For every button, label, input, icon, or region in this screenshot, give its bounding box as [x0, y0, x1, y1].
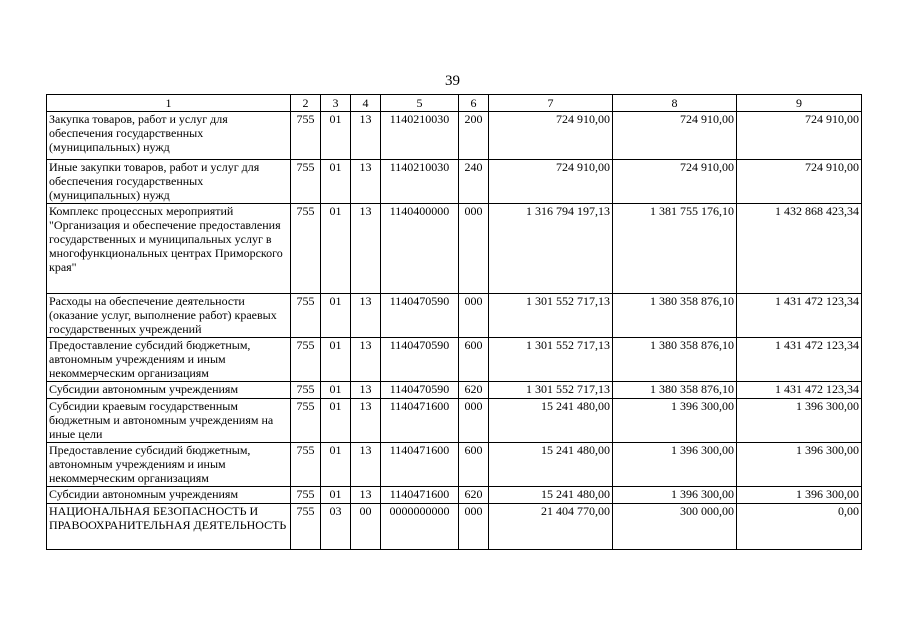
item-name-cell: Субсидии краевым государственным бюджетным и автономным учреждениям на иные цели: [47, 399, 291, 443]
subsection-code-cell: 13: [351, 382, 381, 399]
column-header: 6: [459, 95, 489, 112]
item-name-cell: Предоставление субсидий бюджетным, автономным учреждениям и иным некоммерческим организациям: [47, 338, 291, 382]
admin-code-cell: 755: [291, 504, 321, 550]
amount-col8-cell: 300 000,00: [613, 504, 737, 550]
item-name-cell: Предоставление субсидий бюджетным, автономным учреждениям и иным некоммерческим организациям: [47, 443, 291, 487]
subsection-code-cell: 13: [351, 204, 381, 294]
item-name-cell: НАЦИОНАЛЬНАЯ БЕЗОПАСНОСТЬ И ПРАВООХРАНИТЕЛЬНАЯ ДЕЯТЕЛЬНОСТЬ: [47, 504, 291, 550]
section-code-cell: 01: [321, 487, 351, 504]
amount-col8-cell: 1 396 300,00: [613, 487, 737, 504]
expense-type-cell: 200: [459, 112, 489, 160]
admin-code-cell: 755: [291, 112, 321, 160]
table-row: [47, 294, 862, 338]
amount-col9-cell: 1 396 300,00: [737, 443, 862, 487]
admin-code-cell: 755: [291, 443, 321, 487]
item-name-cell: Закупка товаров, работ и услуг для обеспечения государственных (муниципальных) нужд: [47, 112, 291, 160]
table-row: [47, 504, 862, 550]
amount-col8-cell: 724 910,00: [613, 160, 737, 204]
amount-col7-cell: 1 301 552 717,13: [489, 382, 613, 399]
amount-col7-cell: 21 404 770,00: [489, 504, 613, 550]
section-code-cell: 03: [321, 504, 351, 550]
section-code-cell: 01: [321, 399, 351, 443]
table-row: [47, 338, 862, 382]
amount-col7-cell: 1 301 552 717,13: [489, 294, 613, 338]
amount-col7-cell: 724 910,00: [489, 112, 613, 160]
section-code-cell: 01: [321, 443, 351, 487]
target-article-cell: 1140471600: [381, 487, 459, 504]
section-code-cell: 01: [321, 382, 351, 399]
column-header: 7: [489, 95, 613, 112]
expense-type-cell: 600: [459, 443, 489, 487]
amount-col9-cell: 1 396 300,00: [737, 487, 862, 504]
amount-col8-cell: 1 396 300,00: [613, 443, 737, 487]
column-header: 2: [291, 95, 321, 112]
column-header: 4: [351, 95, 381, 112]
amount-col9-cell: 1 431 472 123,34: [737, 338, 862, 382]
amount-col8-cell: 724 910,00: [613, 112, 737, 160]
section-code-cell: 01: [321, 160, 351, 204]
target-article-cell: 1140210030: [381, 112, 459, 160]
subsection-code-cell: 13: [351, 399, 381, 443]
admin-code-cell: 755: [291, 487, 321, 504]
amount-col8-cell: 1 380 358 876,10: [613, 382, 737, 399]
section-code-cell: 01: [321, 112, 351, 160]
amount-col7-cell: 15 241 480,00: [489, 443, 613, 487]
amount-col9-cell: 1 396 300,00: [737, 399, 862, 443]
amount-col7-cell: 724 910,00: [489, 160, 613, 204]
expense-type-cell: 620: [459, 382, 489, 399]
target-article-cell: 1140470590: [381, 338, 459, 382]
admin-code-cell: 755: [291, 160, 321, 204]
amount-col9-cell: 724 910,00: [737, 112, 862, 160]
target-article-cell: 1140400000: [381, 204, 459, 294]
table-row: [47, 382, 862, 399]
subsection-code-cell: 00: [351, 504, 381, 550]
target-article-cell: 1140471600: [381, 399, 459, 443]
table-row: [47, 204, 862, 294]
subsection-code-cell: 13: [351, 160, 381, 204]
amount-col9-cell: 1 432 868 423,34: [737, 204, 862, 294]
target-article-cell: 1140471600: [381, 443, 459, 487]
column-header: 1: [47, 95, 291, 112]
amount-col9-cell: 1 431 472 123,34: [737, 294, 862, 338]
column-header: 9: [737, 95, 862, 112]
admin-code-cell: 755: [291, 204, 321, 294]
target-article-cell: 1140210030: [381, 160, 459, 204]
table-row: [47, 487, 862, 504]
section-code-cell: 01: [321, 338, 351, 382]
subsection-code-cell: 13: [351, 443, 381, 487]
column-header: 3: [321, 95, 351, 112]
amount-col7-cell: 15 241 480,00: [489, 399, 613, 443]
amount-col8-cell: 1 380 358 876,10: [613, 294, 737, 338]
expense-type-cell: 000: [459, 204, 489, 294]
admin-code-cell: 755: [291, 338, 321, 382]
amount-col7-cell: 1 316 794 197,13: [489, 204, 613, 294]
budget-table: [46, 94, 862, 550]
item-name-cell: Субсидии автономным учреждениям: [47, 487, 291, 504]
subsection-code-cell: 13: [351, 338, 381, 382]
subsection-code-cell: 13: [351, 487, 381, 504]
target-article-cell: 1140470590: [381, 294, 459, 338]
expense-type-cell: 620: [459, 487, 489, 504]
target-article-cell: 0000000000: [381, 504, 459, 550]
expense-type-cell: 240: [459, 160, 489, 204]
page-number: 39: [445, 73, 460, 89]
table-row: [47, 160, 862, 204]
subsection-code-cell: 13: [351, 112, 381, 160]
column-header: 8: [613, 95, 737, 112]
table-row: [47, 443, 862, 487]
amount-col7-cell: 15 241 480,00: [489, 487, 613, 504]
table-row: [47, 399, 862, 443]
admin-code-cell: 755: [291, 294, 321, 338]
admin-code-cell: 755: [291, 399, 321, 443]
target-article-cell: 1140470590: [381, 382, 459, 399]
admin-code-cell: 755: [291, 382, 321, 399]
amount-col7-cell: 1 301 552 717,13: [489, 338, 613, 382]
item-name-cell: Расходы на обеспечение деятельности (оказание услуг, выполнение работ) краевых государственных учреждений: [47, 294, 291, 338]
amount-col9-cell: 724 910,00: [737, 160, 862, 204]
expense-type-cell: 600: [459, 338, 489, 382]
expense-type-cell: 000: [459, 504, 489, 550]
column-header: 5: [381, 95, 459, 112]
amount-col9-cell: 0,00: [737, 504, 862, 550]
item-name-cell: Субсидии автономным учреждениям: [47, 382, 291, 399]
item-name-cell: Комплекс процессных мероприятий "Организация и обеспечение предоставления государственных и муниципальных услуг в многофункциональных центрах Приморского края": [47, 204, 291, 294]
amount-col8-cell: 1 396 300,00: [613, 399, 737, 443]
item-name-cell: Иные закупки товаров, работ и услуг для обеспечения государственных (муниципальных) нужд: [47, 160, 291, 204]
amount-col9-cell: 1 431 472 123,34: [737, 382, 862, 399]
section-code-cell: 01: [321, 294, 351, 338]
header-row: [47, 95, 862, 112]
subsection-code-cell: 13: [351, 294, 381, 338]
section-code-cell: 01: [321, 204, 351, 294]
table-row: [47, 112, 862, 160]
amount-col8-cell: 1 381 755 176,10: [613, 204, 737, 294]
expense-type-cell: 000: [459, 294, 489, 338]
amount-col8-cell: 1 380 358 876,10: [613, 338, 737, 382]
expense-type-cell: 000: [459, 399, 489, 443]
